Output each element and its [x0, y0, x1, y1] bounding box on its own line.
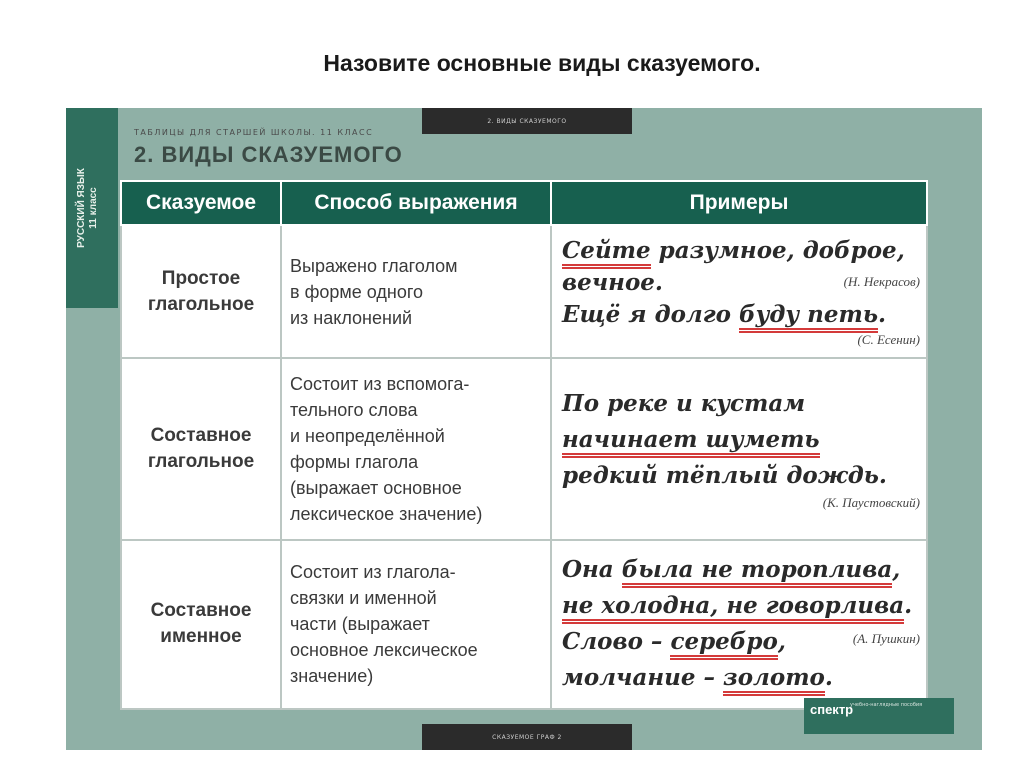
type-label: Составное	[150, 424, 252, 446]
example-line: редкий тёплый дождь.	[562, 461, 887, 489]
example-line	[562, 660, 920, 696]
method-line: Выражено глаголом	[290, 255, 458, 276]
predicate-underlined: серебро	[670, 628, 777, 660]
author: (С. Есенин)	[857, 331, 920, 347]
example-text: Она	[562, 556, 622, 584]
poster-series: ТАБЛИЦЫ ДЛЯ СТАРШЕЙ ШКОЛЫ. 11 КЛАСС	[134, 128, 374, 137]
type-label: глагольное	[147, 450, 255, 472]
poster-heading: 2. ВИДЫ СКАЗУЕМОГО	[134, 142, 403, 167]
method-cell	[281, 225, 551, 358]
header-method: Способ выражения	[281, 181, 551, 225]
header-examples: Примеры	[551, 181, 927, 225]
example-text: Слово –	[562, 628, 671, 656]
side-label-subject: РУССКИЙ ЯЗЫК	[76, 168, 87, 248]
method-line: значение)	[290, 666, 374, 687]
predicate-underlined: начинает шуметь	[562, 426, 820, 458]
example-line	[562, 588, 920, 624]
method-cell	[281, 540, 551, 709]
method-line: связки и именной	[290, 588, 437, 609]
example-text: разумное, доброе,	[650, 236, 905, 264]
type-cell	[121, 358, 281, 540]
side-label	[76, 118, 108, 298]
side-strip	[66, 108, 118, 308]
author: (К. Паустовский)	[822, 494, 920, 510]
slide-title: Назовите основные виды сказуемого.	[323, 50, 761, 76]
predicate-underlined: была не тороплива	[622, 556, 893, 588]
method-line: лексическое значение)	[290, 503, 483, 524]
method-line: из наклонений	[290, 307, 413, 328]
table-header-row	[121, 181, 927, 225]
example-text: ,	[892, 556, 901, 584]
predicate-underlined: буду петь	[739, 301, 878, 333]
table-row	[121, 358, 927, 540]
author: (А. Пушкин)	[852, 631, 920, 647]
type-cell	[121, 540, 281, 709]
publisher-logo: спектр	[804, 698, 954, 734]
predicate-underlined: не холодна, не говорлива	[562, 592, 904, 624]
example-cell	[551, 540, 927, 709]
method-cell	[281, 358, 551, 540]
table-row	[121, 540, 927, 709]
predicate-underlined: Сейте	[562, 237, 651, 269]
method-line: (выражает основное	[290, 477, 462, 498]
method-line: Состоит из вспомога-	[290, 373, 470, 394]
table-row	[121, 225, 927, 358]
method-line: Состоит из глагола-	[290, 562, 456, 583]
example-line	[562, 299, 920, 331]
example-line	[562, 235, 920, 267]
method-line: основное лексическое	[290, 640, 478, 661]
method-line: тельного слова	[290, 399, 418, 420]
example-text: вечное.	[562, 268, 663, 296]
type-label: именное	[160, 626, 242, 648]
example-text: ,	[777, 628, 786, 656]
example-line	[562, 624, 920, 660]
example-line	[562, 267, 920, 299]
publisher-fine-print: учебно-наглядные пособия	[850, 702, 923, 708]
example-line: По реке и кустам	[562, 389, 806, 417]
side-label-grade: 11 класс	[88, 187, 99, 229]
example-text: .	[878, 300, 887, 328]
method-line: части (выражает	[290, 614, 430, 635]
predicate-underlined: золото	[723, 664, 825, 696]
type-label: глагольное	[147, 293, 255, 315]
poster-top-tab: 2. ВИДЫ СКАЗУЕМОГО	[422, 108, 632, 134]
type-cell	[121, 225, 281, 358]
predicate-types-table	[120, 180, 928, 710]
example-line	[562, 552, 920, 588]
example-text: .	[824, 664, 833, 692]
example-text: .	[904, 592, 913, 620]
method-line: формы глагола	[290, 451, 419, 472]
method-line: в форме одного	[290, 281, 424, 302]
example-text: Ещё я долго	[562, 300, 740, 328]
type-label: Составное	[150, 600, 252, 622]
type-label: Простое	[161, 267, 241, 289]
example-text: молчание –	[562, 664, 724, 692]
header-predicate: Сказуемое	[121, 181, 281, 225]
poster-bottom-tab: СКАЗУЕМОЕ ГРАФ 2	[422, 724, 632, 750]
method-line: и неопределённой	[290, 425, 445, 446]
example-cell	[551, 358, 927, 540]
author: (Н. Некрасов)	[843, 273, 920, 289]
example-cell	[551, 225, 927, 358]
example-line	[562, 422, 920, 458]
